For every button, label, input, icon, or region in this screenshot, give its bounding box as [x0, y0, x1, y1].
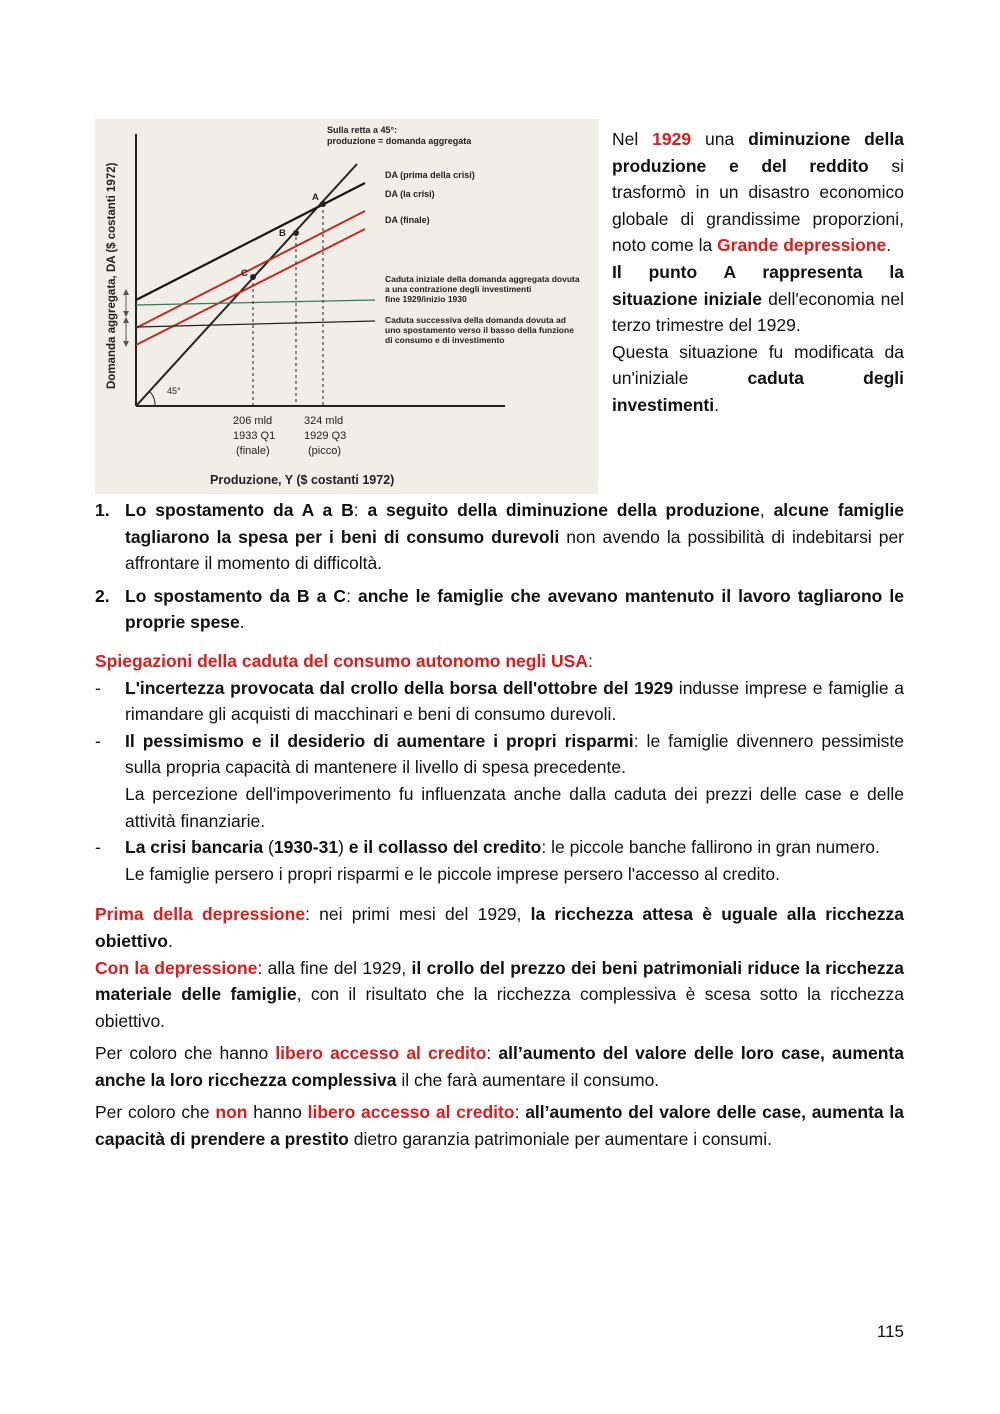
- point-a-label: A: [312, 192, 319, 203]
- main-body: [95, 497, 904, 1153]
- intro-text: [612, 126, 904, 419]
- list-item: 1. Lo spostamento da A a B: a seguito della diminuzione della produzione, alcune famiglie tagliarono la spesa per i beni di consumo durevoli non avendo la possibilità di indebitarsi per affrontare il momento di difficoltà.: [95, 500, 905, 574]
- note1-line3: fine 1929/inizio 1930: [385, 294, 467, 304]
- list-item: - Il pessimismo e il desiderio di aumentare i propri risparmi: le famiglie divennero pessimiste sulla propria capacità di mantenere il livello di spesa precedente. La percezione dell'impoverimento fu influenzata anche dalla caduta dei prezzi delle case e delle attività finanziarie.: [95, 730, 904, 831]
- line45-label-1: Sulla retta a 45°:: [327, 125, 398, 135]
- point-a-dot: [320, 201, 326, 207]
- list-item: - La crisi bancaria (1930-31) e il collasso del credito: le piccole banche fallirono in gran numero. Le famiglie persero i propri risparmi e le piccole imprese persero l'accesso al credito.: [95, 837, 880, 884]
- note1-line2: a una contrazione degli investimenti: [385, 284, 532, 294]
- intro-paragraph-3: Questa situazione fu modificata da un'iniziale caduta degli investimenti.: [612, 341, 904, 415]
- point-c-label: C: [241, 268, 248, 279]
- point-c-dot: [250, 274, 256, 280]
- section-heading: Spiegazioni della caduta del consumo autonomo negli USA:: [95, 650, 593, 671]
- line45-label-2: produzione = domanda aggregata: [327, 136, 472, 146]
- da-pre-label: DA (prima della crisi): [385, 170, 475, 180]
- da-final-label: DA (finale): [385, 215, 430, 225]
- point-b-label: B: [279, 228, 286, 239]
- list-item: 2. Lo spostamento da B a C: anche le famiglie che avevano mantenuto il lavoro tagliarono le proprie spese.: [95, 585, 904, 633]
- tick2-line2: 1929 Q3: [304, 430, 347, 442]
- intro-paragraph-2: Il punto A rappresenta la situazione iniziale dell'economia nel terzo trimestre del 1929.: [612, 261, 904, 336]
- x-axis-label: Produzione, Y ($ costanti 1972): [210, 473, 395, 487]
- tick1-line1: 206 mld: [233, 415, 273, 427]
- note2-line3: di consumo e di investimento: [385, 335, 505, 345]
- list-item: - L'incertezza provocata dal crollo della borsa dell'ottobre del 1929 indusse imprese e famiglie a rimandare gli acquisti di macchinari e beni di consumo durevoli.: [95, 677, 904, 725]
- note1-line1: Caduta iniziale della domanda aggregata dovuta: [385, 274, 580, 284]
- y-axis-label: Domanda aggregata, DA ($ costanti 1972): [106, 162, 118, 389]
- aggregate-demand-diagram: [95, 119, 598, 494]
- no-credit-access-paragraph: Per coloro che non hanno libero accesso al credito: all’aumento del valore delle case, aumenta la capacità di prendere a prestito dietro garanzia patrimoniale per aumentare i consumi.: [95, 1102, 905, 1150]
- during-depression-paragraph: Con la depressione: alla fine del 1929, il crollo del prezzo dei beni patrimoniali riduce la ricchezza materiale delle famiglie, con il risultato che la ricchezza complessiva è scesa sotto la ricchezza obiettivo.: [95, 957, 904, 1031]
- credit-access-paragraph: Per coloro che hanno libero accesso al credito: all’aumento del valore delle loro case, aumenta anche la loro ricchezza complessiva il che farà aumentare il consumo.: [95, 1043, 904, 1090]
- note2-line2: uno spostamento verso il basso della funzione: [385, 325, 574, 335]
- intro-paragraph-1: Nel 1929 una diminuzione della produzione e del reddito si trasformò in un disastro economico globale di grandissime proporzioni, noto come la Grande depressione.: [612, 129, 904, 256]
- tick2-line1: 324 mld: [304, 415, 344, 427]
- point-b-dot: [293, 230, 299, 236]
- note2-line1: Caduta successiva della domanda dovuta ad: [385, 315, 566, 325]
- da-crisis-label: DA (la crisi): [385, 189, 435, 199]
- before-depression-paragraph: Prima della depressione: nei primi mesi del 1929, la ricchezza attesa è uguale alla ricchezza obiettivo.: [95, 904, 905, 951]
- page-number: 115: [876, 1322, 904, 1341]
- tick1-line2: 1933 Q1: [233, 430, 276, 442]
- tick2-line3: (picco): [308, 445, 342, 457]
- tick1-line3: (finale): [236, 445, 270, 457]
- angle-label: 45°: [167, 386, 181, 396]
